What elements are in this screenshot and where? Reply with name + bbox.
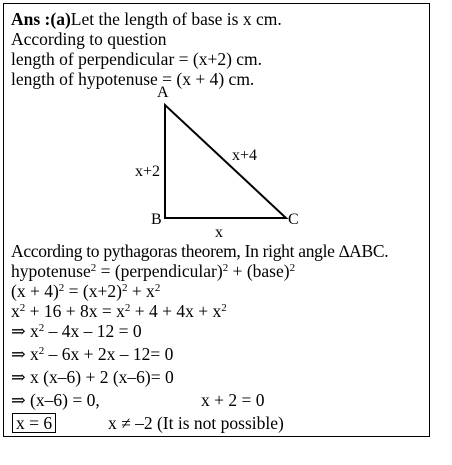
vertex-a-label: A [157, 84, 169, 101]
exponent: 2 [289, 262, 296, 274]
exponent: 2 [121, 282, 128, 294]
formula-line [11, 261, 295, 281]
exponent: 2 [38, 322, 45, 334]
equation-5: ⇒ x (x–6) + 2 (x–6)= 0 [11, 367, 174, 387]
vertex-b-label: B [151, 211, 162, 228]
vertex-c-label: C [288, 211, 299, 228]
equation-6-left: ⇒ (x–6) = 0, [11, 390, 100, 410]
exponent: 2 [221, 302, 227, 314]
exponent: 2 [19, 302, 26, 314]
answer-box [3, 3, 430, 437]
eq2-part: x [11, 301, 20, 321]
according-line: According to question [11, 29, 167, 49]
answer-prefix: Ans : [11, 9, 51, 29]
rejected-root: x ≠ –2 (It is not possible) [108, 413, 284, 433]
eq2-part: + 4 + 4x + x [130, 301, 222, 321]
perpendicular-line: length of perpendicular = (x+2) cm. [11, 49, 263, 69]
eq1-part: (x + 4) [11, 281, 59, 301]
eq2-part: + 16 + 8x = x [25, 301, 125, 321]
side-perpendicular-label: x+2 [135, 163, 161, 180]
exponent: 2 [38, 345, 45, 357]
eq4-part: ⇒ x [11, 344, 39, 364]
eq4-part: – 6x + 2x – 12= 0 [44, 344, 174, 364]
side-hypotenuse-label: x+4 [232, 147, 258, 164]
formula-base: + (base) [228, 261, 290, 281]
result-line [12, 413, 56, 433]
exponent: 2 [124, 302, 131, 314]
theorem-line: According to pythagoras theorem, In right angle ∆ABC. [11, 241, 389, 261]
eq1-part: = (x+2) [64, 281, 122, 301]
eq1-part: + x [127, 281, 155, 301]
eq3-part: ⇒ x [11, 321, 39, 341]
equation-3 [11, 321, 142, 341]
exponent: 2 [90, 262, 97, 274]
exponent: 2 [58, 282, 65, 294]
equation-6-right: x + 2 = 0 [201, 390, 265, 410]
result-box: x = 6 [12, 413, 56, 433]
answer-option: (a) [50, 9, 71, 29]
equation-1 [11, 281, 160, 301]
formula-perpendicular: = (perpendicular) [96, 261, 223, 281]
exponent: 2 [222, 262, 229, 274]
eq3-part: – 4x – 12 = 0 [44, 321, 142, 341]
formula-hypotenuse: hypotenuse [11, 261, 91, 281]
side-base-label: x [215, 224, 223, 241]
hypotenuse-line: length of hypotenuse = (x + 4) cm. [11, 69, 255, 89]
equation-2 [11, 301, 227, 321]
triangle-shape [165, 105, 286, 218]
answer-intro: Let the length of base is x cm. [70, 9, 282, 29]
equation-4 [11, 344, 173, 364]
exponent: 2 [154, 282, 161, 294]
